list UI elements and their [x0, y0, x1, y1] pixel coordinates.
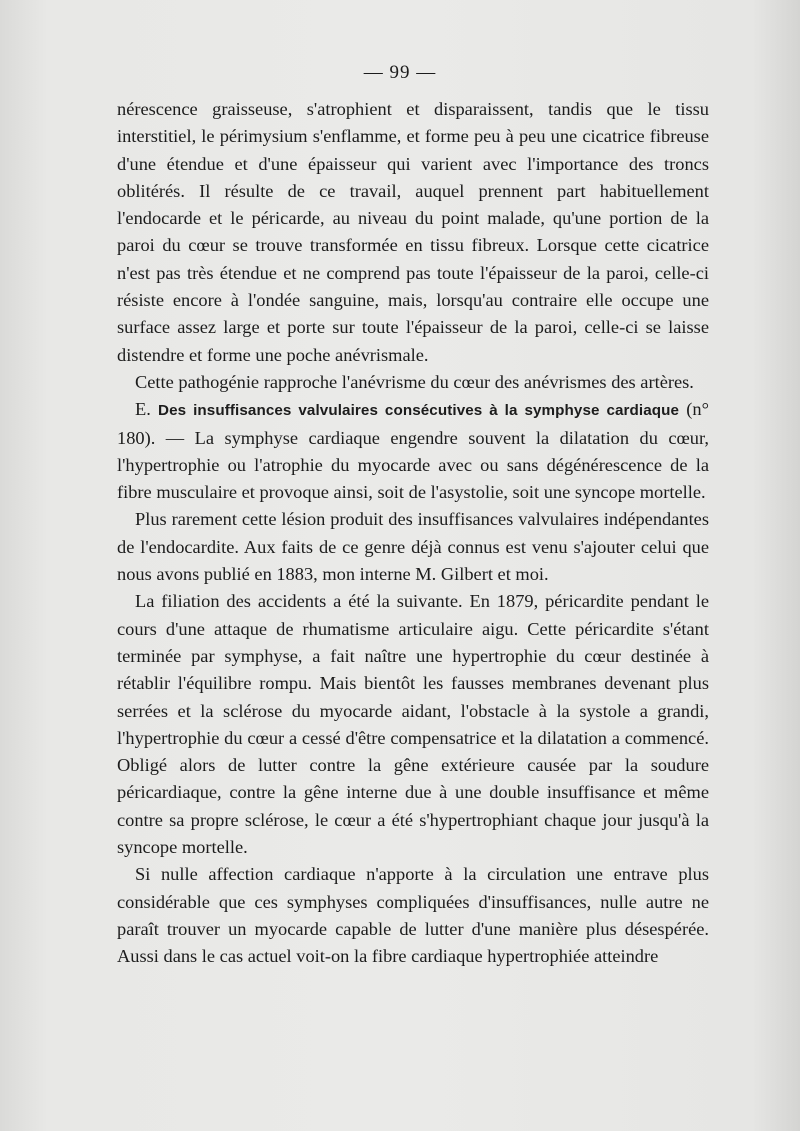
page-number: — 99 — — [363, 62, 437, 83]
body-text — [117, 96, 709, 971]
paragraph-section-e — [117, 396, 709, 506]
paragraph-filiation: La filiation des accidents a été la suivante. En 1879, péricardite pendant le cours d'une attaque de rhumatisme articulaire aigu. Cette péricardite s'étant terminée par symphyse, a fait naître une hypertrophie du cœur destinée à rétablir l'équilibre rompu. Mais bientôt les fausses membranes devenant plus serrées et la sclérose du myocarde aidant, l'obstacle à la systole a grandi, l'hypertrophie du cœur a cessé d'être compensatrice et la dilatation a commencé. Obligé alors de lutter contre la gêne extérieure causée par la soudure péricardiaque, contre la gêne interne due à une double insuffisance et même contre sa propre sclérose, le cœur a été s'hypertrophiant chaque jour jusqu'à la syncope mortelle. — [117, 591, 709, 858]
paragraph-continuation: nérescence graisseuse, s'atrophient et disparaissent, tandis que le tissu interstitiel, le périmysium s'enflamme, et forme peu à peu une cicatrice fibreuse d'une étendue et d'une épaisseur qui varient avec l'importance des troncs oblitérés. Il résulte de ce travail, auquel prennent part habituellement l'endocarde et le péricarde, au niveau du point malade, qu'une portion de la paroi du cœur se trouve transformée en tissu fibreux. Lorsque cette cicatrice n'est pas très étendue et ne comprend pas toute l'épaisseur de la paroi, celle-ci résiste encore à l'ondée sanguine, mais, lorsqu'au contraire elle occupe une surface assez large et porte sur toute l'épaisseur de la paroi, celle-ci se laisse distendre et forme une poche anévrismale. — [117, 99, 709, 365]
section-e-text: (n° 180). — La symphyse cardiaque engendre souvent la dilatation du cœur, l'hypertrophie ou l'atrophie du myocarde avec ou sans dégénérescence de la fibre musculaire et provoque ainsi, soit de l'asystolie, soit une syncope mortelle. — [117, 399, 709, 503]
paragraph-rarement: Plus rarement cette lésion produit des insuffisances valvulaires indépendantes de l'endocardite. Aux faits de ce genre déjà connus est venu s'ajouter celui que nous avons publié en 1883, mon interne M. Gilbert et moi. — [117, 509, 709, 585]
section-letter: E. — [135, 399, 151, 420]
paragraph-pathogenie: Cette pathogénie rapproche l'anévrisme du cœur des anévrismes des artères. — [135, 371, 694, 392]
section-heading: Des insuffisances valvulaires consécutives à la symphyse cardiaque — [158, 402, 680, 420]
paragraph-nulle-affection: Si nulle affection cardiaque n'apporte à la circulation une entrave plus considérable que ces symphyses compliquées d'insuffisances, nulle autre ne paraît trouver un myocarde capable de lutter d'une manière plus désespérée. Aussi dans le cas actuel voit-on la fibre cardiaque hypertrophiée atteindre — [117, 864, 709, 967]
